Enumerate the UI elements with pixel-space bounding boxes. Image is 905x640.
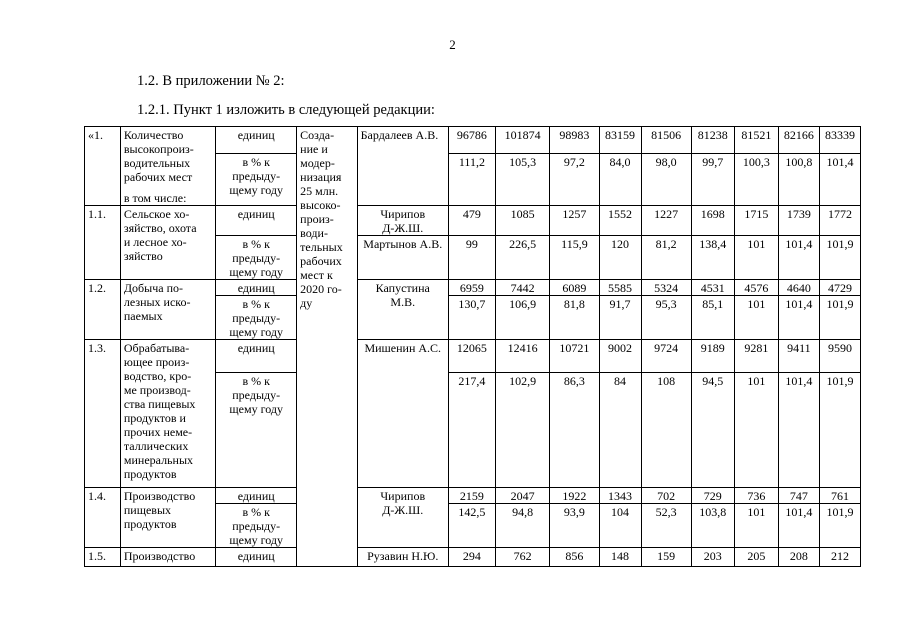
subsection-heading: 1.2.1. Пункт 1 изложить в следующей редакции: [137,102,435,118]
table-cell-value: 93,9 [550,503,599,547]
responsible-person: Капустина М.В. [357,279,448,339]
responsible-person: Бардалеев А.В. [357,127,448,206]
responsible-person: Чирипов Д-Ж.Ш. [357,487,448,547]
row-number: 1.1. [85,205,121,279]
table-cell-value: 761 [819,487,860,503]
table-cell-value: 5585 [599,279,641,295]
table-cell-value: 104 [599,503,641,547]
table-cell-value: 101 [734,372,778,487]
table-cell-value: 12065 [448,339,495,372]
table-cell-value: 106,9 [496,295,550,339]
table-cell-value: 101,9 [819,295,860,339]
table-cell-value: 101,4 [778,503,819,547]
table-cell-value: 100,3 [734,154,778,206]
table-cell-value: 83159 [599,127,641,154]
table-cell-value: 1739 [778,205,819,235]
table-cell-value: 4531 [691,279,734,295]
table-cell-value: 747 [778,487,819,503]
row-number: 1.2. [85,279,121,339]
table-cell-value: 81,2 [641,235,691,279]
unit-label: единиц [216,279,297,295]
table-cell-value: 2047 [496,487,550,503]
indicator-name: Сельское хо- зяйство, охота и лесное хо- зяйство [120,205,215,279]
table-cell-value: 138,4 [691,235,734,279]
indicator-name: Количество высокопроиз- водительных рабочих мест [120,127,215,190]
table-row [85,127,861,154]
table-cell-value: 81506 [641,127,691,154]
table-cell-value: 101,9 [819,372,860,487]
table-row [85,279,861,295]
table-cell-value: 736 [734,487,778,503]
table-cell-value: 294 [448,547,495,566]
unit-label: в % к предыду- щему году [216,372,297,487]
table-cell-value: 1922 [550,487,599,503]
row-number: «1. [85,127,121,206]
table-cell-value: 111,2 [448,154,495,206]
table-row [85,547,861,566]
unit-label: единиц [216,339,297,372]
table-cell-value: 226,5 [496,235,550,279]
table-cell-value: 101 [734,295,778,339]
table-cell-value: 82166 [778,127,819,154]
table-cell-value: 1552 [599,205,641,235]
table-cell-value: 83339 [819,127,860,154]
table-cell-value: 4640 [778,279,819,295]
table-cell-value: 1698 [691,205,734,235]
indicator-name-extra: в том числе: [120,190,215,206]
table-cell-value: 91,7 [599,295,641,339]
table-cell-value: 10721 [550,339,599,372]
table-cell-value: 1257 [550,205,599,235]
table-cell-value: 5324 [641,279,691,295]
page-number: 2 [449,37,456,52]
table-cell-value: 96786 [448,127,495,154]
table-row [85,487,861,503]
table-cell-value: 702 [641,487,691,503]
table-cell-value: 94,5 [691,372,734,487]
row-number: 1.3. [85,339,121,487]
table-cell-value: 2159 [448,487,495,503]
section-heading: 1.2. В приложении № 2: [137,73,285,89]
table-cell-value: 212 [819,547,860,566]
table-cell-value: 856 [550,547,599,566]
table-cell-value: 762 [496,547,550,566]
table-cell-value: 101874 [496,127,550,154]
table-cell-value: 105,3 [496,154,550,206]
table-cell-value: 115,9 [550,235,599,279]
table-cell-value: 81238 [691,127,734,154]
table-cell-value: 217,4 [448,372,495,487]
table-cell-value: 102,9 [496,372,550,487]
table-cell-value: 6089 [550,279,599,295]
table-cell-value: 205 [734,547,778,566]
responsible-person: Рузавин Н.Ю. [357,547,448,566]
table-cell-value: 9189 [691,339,734,372]
table-cell-value: 9281 [734,339,778,372]
responsible-person: Мартынов А.В. [357,235,448,279]
table-cell-value: 1772 [819,205,860,235]
table-cell-value: 52,3 [641,503,691,547]
table-cell-value: 729 [691,487,734,503]
table-cell-value: 99,7 [691,154,734,206]
table-cell-value: 208 [778,547,819,566]
unit-label: единиц [216,547,297,566]
table-cell-value: 101,4 [819,154,860,206]
indicator-name: Обрабатыва- ющее произ- водство, кро- ме производ- ства пищевых продуктов и прочих неме- таллических минеральных продуктов [120,339,215,487]
indicator-name: Добыча по- лезных иско- паемых [120,279,215,339]
table-cell-value: 98,0 [641,154,691,206]
table-cell-value: 100,8 [778,154,819,206]
table-cell-value: 99 [448,235,495,279]
table-cell-value: 9002 [599,339,641,372]
table-cell-value: 101 [734,503,778,547]
table-cell-value: 1085 [496,205,550,235]
unit-label: единиц [216,205,297,235]
table-cell-value: 9411 [778,339,819,372]
table-cell-value: 120 [599,235,641,279]
table-cell-value: 9590 [819,339,860,372]
row-number: 1.4. [85,487,121,547]
indicator-name: Производство [120,547,215,566]
table-cell-value: 159 [641,547,691,566]
indicator-name: Производство пищевых продуктов [120,487,215,547]
table-cell-value: 86,3 [550,372,599,487]
table-cell-value: 148 [599,547,641,566]
table-cell-value: 84 [599,372,641,487]
unit-label: в % к предыду- щему году [216,295,297,339]
table-cell-value: 103,8 [691,503,734,547]
table-cell-value: 4576 [734,279,778,295]
table-cell-value: 1715 [734,205,778,235]
table-cell-value: 1343 [599,487,641,503]
table-cell-value: 81,8 [550,295,599,339]
table-cell-value: 97,2 [550,154,599,206]
table-cell-value: 130,7 [448,295,495,339]
table-cell-value: 94,8 [496,503,550,547]
indicators-table [84,126,861,567]
unit-label: в % к предыду- щему году [216,154,297,206]
table-cell-value: 101 [734,235,778,279]
table-cell-value: 95,3 [641,295,691,339]
table-cell-value: 1227 [641,205,691,235]
table-cell-value: 12416 [496,339,550,372]
table-cell-value: 101,9 [819,235,860,279]
table-cell-value: 81521 [734,127,778,154]
table-row [85,205,861,235]
table-cell-value: 6959 [448,279,495,295]
table-cell-value: 7442 [496,279,550,295]
table-cell-value: 479 [448,205,495,235]
table-cell-value: 98983 [550,127,599,154]
table-cell-value: 203 [691,547,734,566]
table-cell-value: 84,0 [599,154,641,206]
table-cell-value: 101,4 [778,372,819,487]
table-row [85,339,861,372]
table-cell-value: 101,9 [819,503,860,547]
responsible-person: Чирипов Д-Ж.Ш. [357,205,448,235]
unit-label: единиц [216,127,297,154]
table-cell-value: 101,4 [778,295,819,339]
unit-label: в % к предыду- щему году [216,503,297,547]
table-cell-value: 4729 [819,279,860,295]
responsible-person: Мишенин А.С. [357,339,448,487]
table-cell-value: 142,5 [448,503,495,547]
unit-label: единиц [216,487,297,503]
table-cell-value: 85,1 [691,295,734,339]
goal-description: Созда- ние и модер- низация 25 млн. высоко- произ- води- тельных рабочих мест к 2020 го- ду [297,127,357,567]
row-number: 1.5. [85,547,121,566]
table-cell-value: 9724 [641,339,691,372]
table-cell-value: 101,4 [778,235,819,279]
unit-label: в % к предыду- щему году [216,235,297,279]
table-cell-value: 108 [641,372,691,487]
